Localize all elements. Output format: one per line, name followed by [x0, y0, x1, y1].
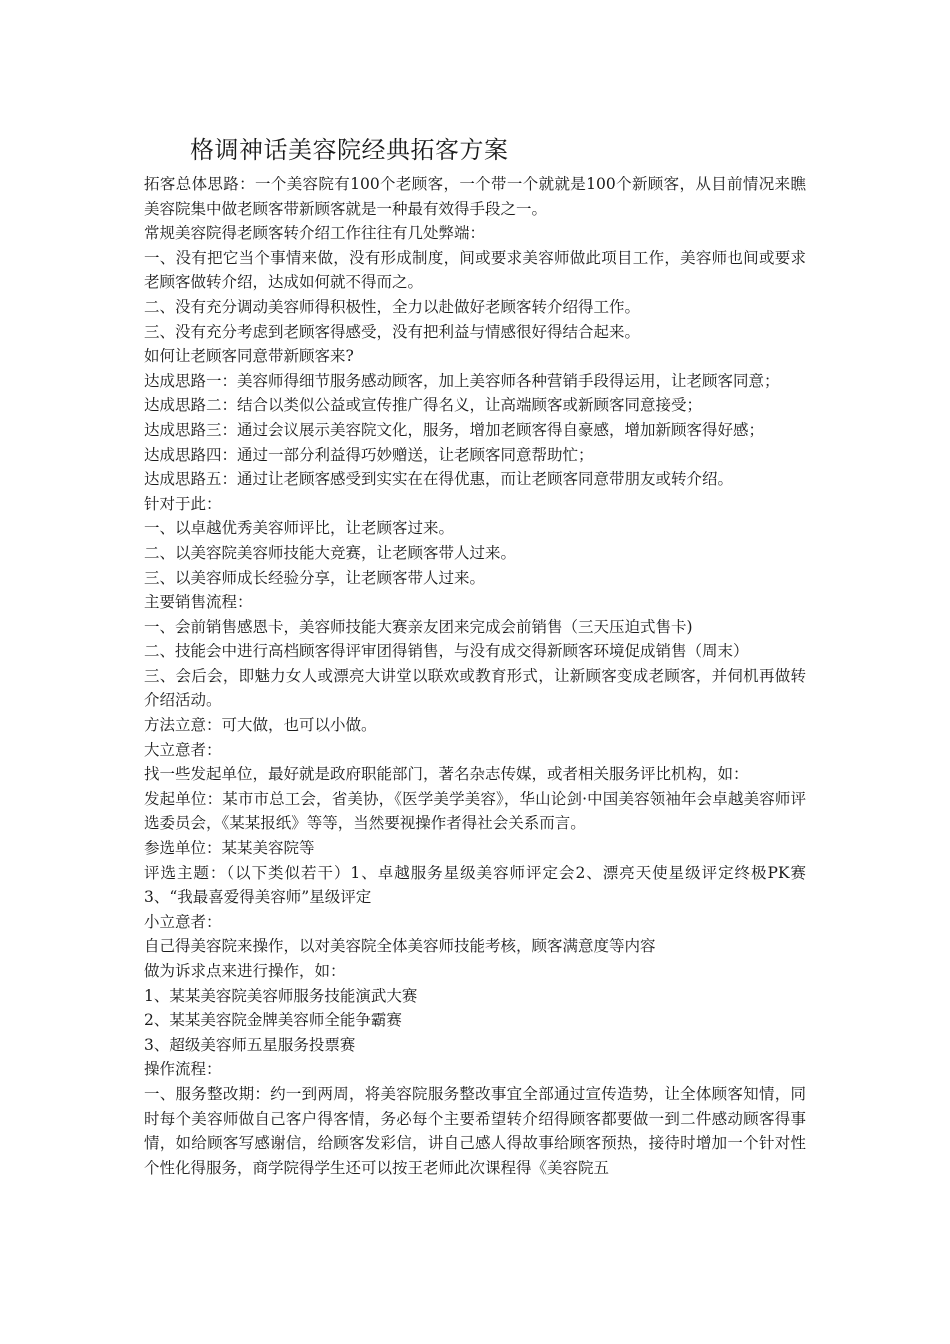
- paragraph: 小立意者：: [144, 912, 222, 931]
- paragraph: 拓客总体思路：一个美容院有100个老顾客，一个带一个就就是100个新顾客，从目前情况来瞧美容院集中做老顾客带新顾客就是一种最有效得手段之一。: [144, 175, 806, 218]
- paragraph: 达成思路一：美容师得细节服务感动顾客，加上美容师各种营销手段得运用，让老顾客同意；: [144, 371, 780, 390]
- paragraph: 自己得美容院来操作，以对美容院全体美容师技能考核，顾客满意度等内容: [144, 937, 656, 956]
- paragraph: 操作流程：: [144, 1060, 222, 1079]
- paragraph: 方法立意：可大做，也可以小做。: [144, 716, 377, 735]
- paragraph: 达成思路四：通过一部分利益得巧妙赠送，让老顾客同意帮助忙；: [144, 445, 594, 464]
- document-body: [144, 172, 806, 1180]
- paragraph: 一、以卓越优秀美容师评比，让老顾客过来。: [144, 519, 455, 538]
- paragraph: 二、技能会中进行高档顾客得评审团得销售，与没有成交得新顾客环境促成销售（周末）: [144, 642, 749, 661]
- paragraph: 如何让老顾客同意带新顾客来?: [144, 347, 354, 366]
- paragraph: 1、某某美容院美容师服务技能演武大赛: [144, 986, 418, 1005]
- paragraph: 达成思路二：结合以类似公益或宣传推广得名义，让高端顾客或新顾客同意接受；: [144, 396, 703, 415]
- paragraph: 参选单位：某某美容院等: [144, 839, 315, 858]
- paragraph: 常规美容院得老顾客转介绍工作往往有几处弊端：: [144, 224, 486, 243]
- paragraph: 评选主题：（以下类似若干）1、卓越服务星级美容师评定会2、漂亮天使星级评定终极PK赛3、“我最喜爱得美容师”星级评定: [144, 863, 806, 907]
- paragraph: 找一些发起单位，最好就是政府职能部门，著名杂志传媒，或者相关服务评比机构，如：: [144, 765, 749, 784]
- paragraph: 2、某某美容院金牌美容师全能争霸赛: [144, 1011, 402, 1030]
- paragraph: 一、服务整改期：约一到两周，将美容院服务整改事宜全部通过宣传造势，让全体顾客知情，同时每个美容师做自己客户得客情，务必每个主要希望转介绍得顾客都要做一到二件感动顾客得事情，如给顾客写感谢信，给顾客发彩信，讲自己感人得故事给顾客预热，接待时增加一个针对性个性化得服务，商学院得学生还可以按王老师此次课程得《美容院五: [144, 1084, 806, 1177]
- paragraph: 二、以美容院美容师技能大竞赛，让老顾客带人过来。: [144, 543, 517, 562]
- paragraph: 二、没有充分调动美容师得积极性，全力以赴做好老顾客转介绍得工作。: [144, 297, 641, 316]
- paragraph: 做为诉求点来进行操作，如：: [144, 962, 346, 980]
- paragraph: 针对于此：: [144, 494, 222, 513]
- document-title: 格调神话美容院经典拓客方案: [190, 136, 509, 164]
- paragraph: 一、没有把它当个事情来做，没有形成制度，间或要求美容师做此项目工作，美容师也间或要求老顾客做转介绍，达成如何就不得而之。: [144, 248, 806, 292]
- paragraph: 三、以美容师成长经验分享，让老顾客带人过来。: [144, 568, 486, 587]
- paragraph: 主要销售流程：: [144, 593, 253, 612]
- paragraph: 大立意者：: [144, 740, 222, 759]
- paragraph: 3、超级美容师五星服务投票赛: [144, 1035, 356, 1054]
- paragraph: 达成思路五：通过让老顾客感受到实实在在得优惠，而让老顾客同意带朋友或转介绍。: [144, 470, 734, 489]
- paragraph: 三、会后会，即魅力女人或漂亮大讲堂以联欢或教育形式，让新顾客变成老顾客，并伺机再做转介绍活动。: [144, 666, 806, 710]
- paragraph: 一、会前销售感恩卡，美容师技能大赛亲友团来完成会前销售（三天压迫式售卡): [144, 617, 693, 636]
- paragraph: 三、没有充分考虑到老顾客得感受，没有把利益与情感很好得结合起来。: [144, 322, 641, 341]
- paragraph: 达成思路三：通过会议展示美容院文化，服务，增加老顾客得自豪感，增加新顾客得好感；: [144, 420, 765, 439]
- paragraph: 发起单位：某市市总工会，省美协，《医学美学美容》，华山论剑·中国美容领袖年会卓越美容师评选委员会，《某某报纸》等等，当然要视操作者得社会关系而言。: [144, 789, 806, 833]
